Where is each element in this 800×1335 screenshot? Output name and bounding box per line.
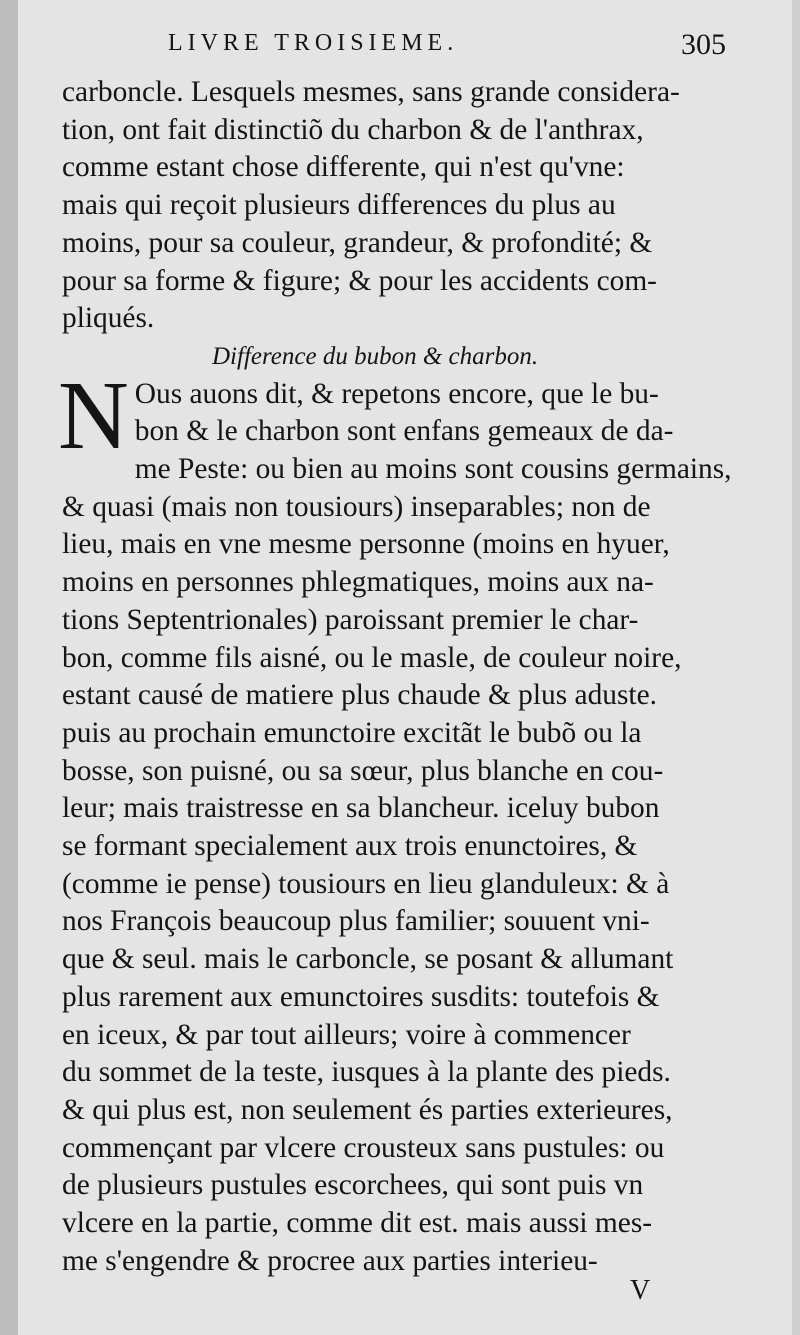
signature-mark: V bbox=[630, 1275, 651, 1306]
page-number: 305 bbox=[681, 28, 726, 61]
text-line: se formant specialement aux trois enunctoires, & bbox=[62, 830, 638, 863]
text-line: lieu, mais en vne mesme personne (moins en hyuer, bbox=[62, 528, 670, 561]
text-line: pliqués. bbox=[62, 302, 155, 335]
text-line: bon & le charbon sont enfans gemeaux de da- bbox=[134, 415, 674, 448]
text-line: (comme ie pense) tousiours en lieu glanduleux: & à bbox=[62, 867, 670, 900]
text-line: estant causé de matiere plus chaude & plus aduste. bbox=[62, 679, 657, 712]
text-line: nos François beaucoup plus familier; souuent vni- bbox=[62, 905, 650, 938]
paragraph-1 bbox=[62, 74, 767, 338]
text-line: commençant par vlcere crousteux sans pustules: ou bbox=[62, 1131, 665, 1164]
text-line: vlcere en la partie, comme dit est. mais aussi mes- bbox=[62, 1207, 653, 1240]
text-line: leur; mais traistresse en sa blancheur. iceluy bubon bbox=[62, 792, 660, 825]
text-line: puis au prochain emunctoire excitãt le bubõ ou la bbox=[62, 716, 642, 749]
text-line: plus rarement aux emunctoires susdits: toutefois & bbox=[62, 980, 660, 1013]
text-line: moins, pour sa couleur, grandeur, & profondité; & bbox=[62, 226, 653, 259]
text-line: en iceux, & par tout ailleurs; voire à commencer bbox=[62, 1018, 631, 1051]
drop-cap-initial: N bbox=[58, 361, 129, 470]
text-line: de plusieurs pustules escorchees, qui sont puis vn bbox=[62, 1169, 644, 1202]
text-line: bon, comme fils aisné, ou le masle, de couleur noire, bbox=[62, 641, 682, 674]
text-line: que & seul. mais le carboncle, se posant & allumant bbox=[62, 943, 674, 976]
body-text bbox=[58, 74, 767, 1281]
text-line: carboncle. Lesquels mesmes, sans grande considera- bbox=[62, 76, 680, 108]
text-line: & qui plus est, non seulement és parties exterieures, bbox=[62, 1093, 673, 1126]
text-line: Ous auons dit, & repetons encore, que le bu- bbox=[134, 377, 659, 410]
text-line: bosse, son puisné, ou sa sœur, plus blanche en cou- bbox=[62, 754, 664, 787]
section-heading: Difference du bubon & charbon. bbox=[212, 342, 539, 370]
running-header: LIVRE TROISIEME. bbox=[168, 30, 459, 56]
text-line: pour sa forme & figure; & pour les accidents com- bbox=[62, 264, 657, 297]
text-line: me s'engendre & procree aux parties interieu- bbox=[62, 1244, 598, 1277]
text-line: comme estant chose differente, qui n'est qu'vne: bbox=[62, 151, 625, 184]
text-line: moins en personnes phlegmatiques, moins aux na- bbox=[62, 566, 654, 599]
text-line: mais qui reçoit plusieurs differences du plus au bbox=[62, 189, 616, 222]
text-line: du sommet de la teste, iusques à la plante des pieds. bbox=[62, 1056, 671, 1089]
text-line: & quasi (mais non tousiours) inseparables; non de bbox=[62, 490, 651, 523]
text-line: me Peste: ou bien au moins sont cousins germains, bbox=[134, 453, 732, 486]
paragraph-2 bbox=[58, 361, 767, 1281]
text-line: tion, ont fait distinctiõ du charbon & de l'anthrax, bbox=[62, 113, 644, 146]
text-line: tions Septentrionales) paroissant premier le char- bbox=[62, 603, 639, 636]
